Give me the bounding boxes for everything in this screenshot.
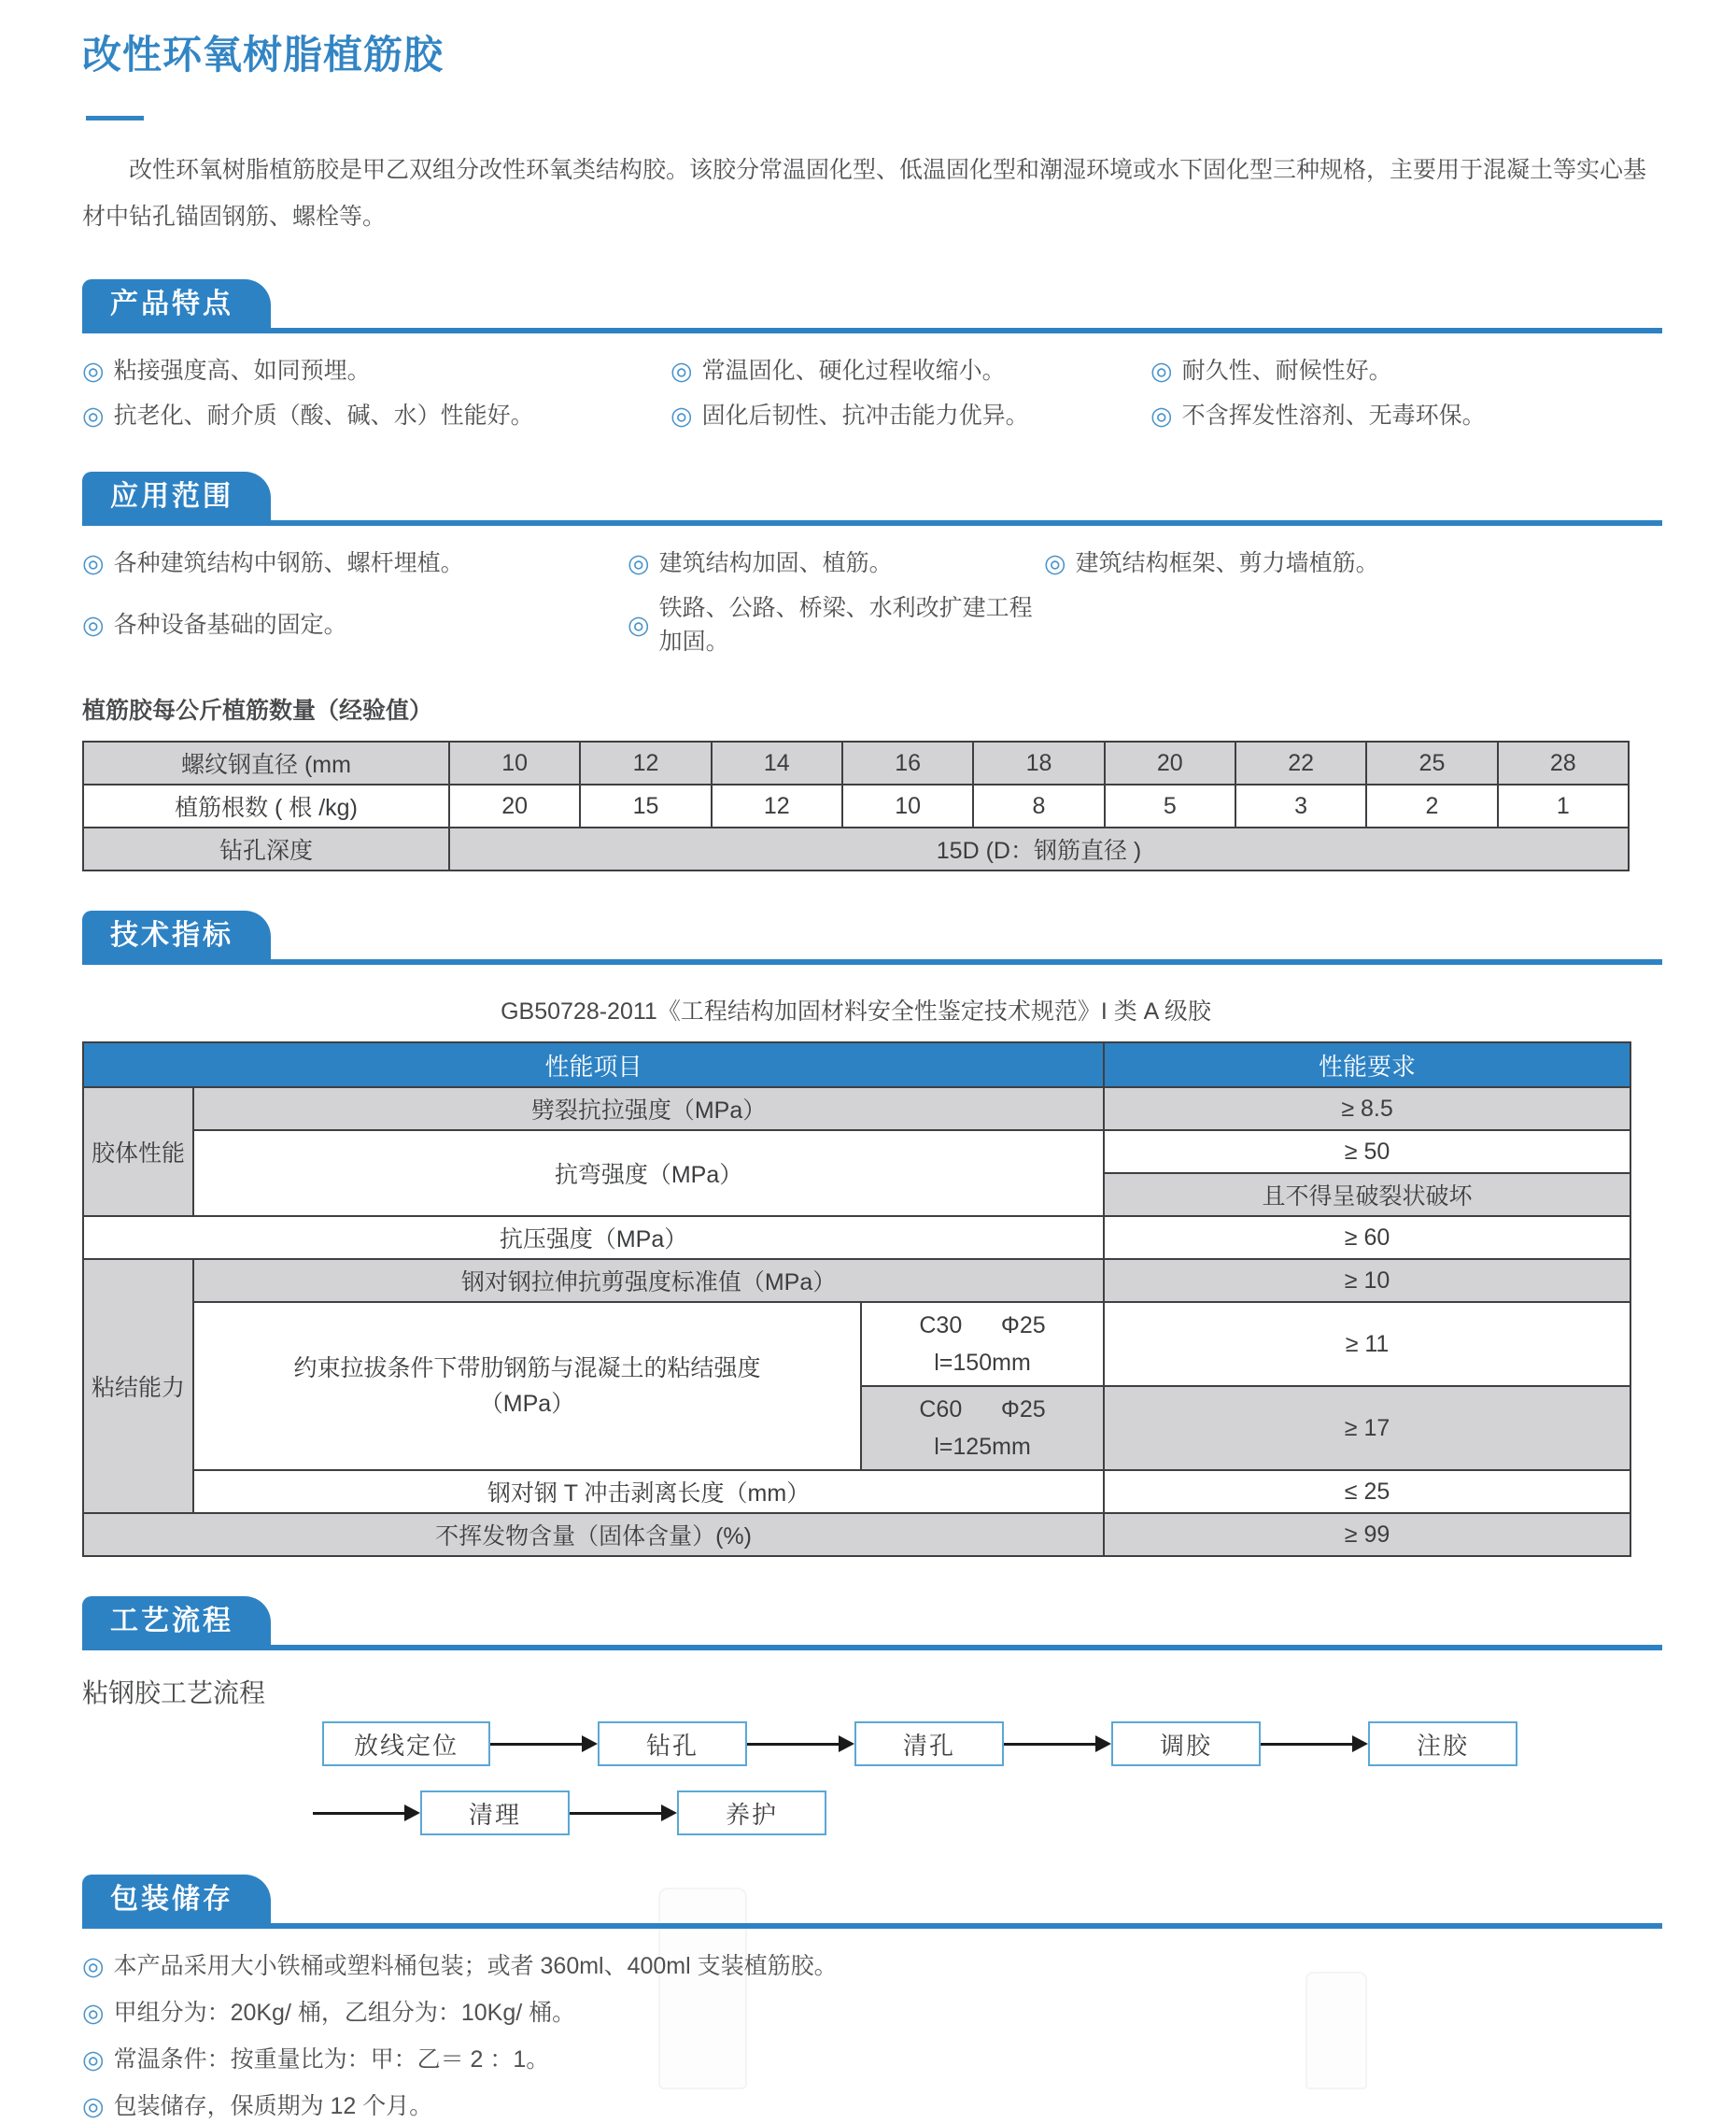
list-item <box>82 1949 1662 1983</box>
list-item <box>670 354 1150 388</box>
list-item <box>670 399 1150 432</box>
packaging-text: 甲组分为：20Kg/ 桶，乙组分为：10Kg/ 桶。 <box>113 2000 576 2026</box>
tech-spec-table <box>82 1041 1631 1557</box>
bullseye-bullet-icon: ◎ <box>628 549 650 577</box>
arrow-right-icon <box>747 1735 854 1752</box>
arrow-right-icon <box>313 1805 420 1821</box>
group-cell: 胶体性能 <box>83 1087 193 1216</box>
section-tab-applications: 应用范围 <box>82 472 271 520</box>
features-list <box>82 354 1662 432</box>
bullseye-bullet-icon: ◎ <box>82 357 105 385</box>
bullseye-bullet-icon: ◎ <box>1044 549 1066 577</box>
count-cell: 5 <box>1105 785 1235 828</box>
section-tab-packaging: 包装储存 <box>82 1875 271 1923</box>
group-cell: 粘结能力 <box>83 1259 193 1513</box>
page-title: 改性环氧树脂植筋胶 <box>82 33 445 77</box>
rebar-count-table <box>82 741 1630 871</box>
diameter-cell: 25 <box>1366 742 1497 785</box>
requirement-cell: ≤ 25 <box>1104 1470 1630 1513</box>
requirement-cell: ≥ 8.5 <box>1104 1087 1630 1130</box>
rebar-table-caption: 植筋胶每公斤植筋数量（经验值） <box>82 698 433 724</box>
count-cell: 2 <box>1366 785 1497 828</box>
property-cell <box>193 1302 861 1470</box>
feature-text: 常温固化、硬化过程收缩小。 <box>701 358 1006 384</box>
bullseye-bullet-icon: ◎ <box>628 611 650 639</box>
property-cell: 抗弯强度（MPa） <box>193 1130 1104 1216</box>
flow-step: 清孔 <box>854 1721 1004 1766</box>
property-cell: 劈裂抗拉强度（MPa） <box>193 1087 1104 1130</box>
flow-step: 钻孔 <box>598 1721 747 1766</box>
section-tab-features: 产品特点 <box>82 279 271 328</box>
bullseye-bullet-icon: ◎ <box>670 357 693 385</box>
requirement-cell: ≥ 60 <box>1104 1216 1630 1259</box>
property-cell: 钢对钢拉伸抗剪强度标准值（MPa） <box>193 1259 1104 1302</box>
bullseye-bullet-icon: ◎ <box>670 402 693 430</box>
feature-text: 粘接强度高、如同预埋。 <box>113 358 371 384</box>
application-text: 各种建筑结构中钢筋、螺杆埋植。 <box>113 550 464 576</box>
list-item <box>82 2089 1662 2123</box>
diameter-cell: 16 <box>842 742 973 785</box>
condition-cell <box>861 1302 1104 1386</box>
application-text: 各种设备基础的固定。 <box>113 612 347 638</box>
list-item <box>82 399 670 432</box>
count-cell: 10 <box>842 785 973 828</box>
feature-text: 耐久性、耐候性好。 <box>1181 358 1392 384</box>
diameter-cell: 14 <box>712 742 842 785</box>
diameter-cell: 10 <box>449 742 580 785</box>
intro-paragraph: 改性环氧树脂植筋胶是甲乙双组分改性环氧类结构胶。该胶分常温固化型、低温固化型和潮湿环境或水下固化型三种规格，主要用于混凝土等实心基材中钻孔锚固钢筋、螺栓等。 <box>82 157 1647 230</box>
bullseye-bullet-icon: ◎ <box>82 549 105 577</box>
bullseye-bullet-icon: ◎ <box>82 2092 105 2120</box>
diameter-cell: 20 <box>1105 742 1235 785</box>
packaging-text: 本产品采用大小铁桶或塑料桶包装；或者 360ml、400ml 支装植筋胶。 <box>113 1953 838 1979</box>
feature-text: 固化后韧性、抗冲击能力优异。 <box>701 403 1029 429</box>
diameter-cell: 28 <box>1498 742 1629 785</box>
property-label-line: （MPa） <box>479 1391 575 1417</box>
condition-cell <box>861 1386 1104 1470</box>
count-cell: 20 <box>449 785 580 828</box>
process-flow-row-2 <box>313 1790 1662 1835</box>
condition-line: C60 Φ25 <box>919 1396 1046 1422</box>
title-underline <box>86 116 144 120</box>
list-item <box>1150 399 1662 432</box>
diameter-cell: 18 <box>973 742 1104 785</box>
flow-step: 注胶 <box>1368 1721 1517 1766</box>
arrow-right-icon <box>490 1735 598 1752</box>
property-cell: 不挥发物含量（固体含量）(%) <box>83 1513 1104 1556</box>
bullseye-bullet-icon: ◎ <box>82 1952 105 1980</box>
bullseye-bullet-icon: ◎ <box>82 2045 105 2073</box>
list-item <box>82 591 628 658</box>
feature-text: 抗老化、耐介质（酸、碱、水）性能好。 <box>113 403 534 429</box>
list-item <box>82 546 628 580</box>
flow-step: 清理 <box>420 1790 570 1835</box>
packaging-text: 常温条件：按重量比为：甲：乙＝ 2 ：1。 <box>113 2046 550 2073</box>
flow-step: 养护 <box>677 1790 826 1835</box>
packaging-list <box>82 1949 1662 2123</box>
section-header-process <box>82 1596 1662 1650</box>
list-item <box>628 546 1044 580</box>
list-item <box>1150 354 1662 388</box>
property-cell: 钢对钢 T 冲击剥离长度（mm） <box>193 1470 1104 1513</box>
application-text: 建筑结构加固、植筋。 <box>658 550 893 576</box>
bullseye-bullet-icon: ◎ <box>1150 402 1173 430</box>
process-subtitle: 粘钢胶工艺流程 <box>82 1678 266 1707</box>
bullseye-bullet-icon: ◎ <box>82 611 105 639</box>
list-item <box>1044 546 1662 580</box>
applications-list <box>82 546 1662 658</box>
packaging-text: 包装储存，保质期为 12 个月。 <box>113 2093 433 2119</box>
count-cell: 1 <box>1498 785 1629 828</box>
row-header-cell: 螺纹钢直径 (mm <box>83 742 449 785</box>
flow-step: 放线定位 <box>322 1721 490 1766</box>
count-cell: 8 <box>973 785 1104 828</box>
list-item <box>82 1996 1662 2030</box>
column-header: 性能要求 <box>1104 1042 1630 1087</box>
section-header-tech <box>82 911 1662 965</box>
list-item <box>82 354 670 388</box>
property-label-line: 约束拉拔条件下带肋钢筋与混凝土的粘结强度 <box>293 1355 761 1381</box>
arrow-right-icon <box>1004 1735 1111 1752</box>
list-item <box>82 2043 1662 2076</box>
requirement-cell: ≥ 11 <box>1104 1302 1630 1386</box>
drill-depth-cell: 15D (D：钢筋直径 ) <box>449 828 1629 870</box>
section-header-applications <box>82 472 1662 526</box>
row-header-cell: 钻孔深度 <box>83 828 449 870</box>
standard-caption: GB50728-2011《工程结构加固材料安全性鉴定技术规范》I 类 A 级胶 <box>501 998 1211 1025</box>
feature-text: 不含挥发性溶剂、无毒环保。 <box>1181 403 1486 429</box>
condition-line: l=150mm <box>934 1350 1031 1376</box>
application-text: 建筑结构框架、剪力墙植筋。 <box>1075 550 1379 576</box>
document-page <box>0 24 1736 2123</box>
count-cell: 15 <box>580 785 711 828</box>
requirement-cell: ≥ 99 <box>1104 1513 1630 1556</box>
requirement-cell: ≥ 50 <box>1104 1130 1630 1173</box>
section-tab-tech: 技术指标 <box>82 911 271 959</box>
section-header-packaging <box>82 1875 1662 1929</box>
arrow-right-icon <box>570 1805 677 1821</box>
count-cell: 12 <box>712 785 842 828</box>
flow-step: 调胶 <box>1111 1721 1261 1766</box>
section-tab-process: 工艺流程 <box>82 1596 271 1645</box>
application-text: 铁路、公路、桥梁、水利改扩建工程加固。 <box>658 595 1033 655</box>
condition-line: l=125mm <box>934 1434 1031 1460</box>
column-header: 性能项目 <box>83 1042 1104 1087</box>
row-header-cell: 植筋根数 ( 根 /kg) <box>83 785 449 828</box>
property-cell: 抗压强度（MPa） <box>83 1216 1104 1259</box>
condition-line: C30 Φ25 <box>919 1312 1046 1338</box>
diameter-cell: 12 <box>580 742 711 785</box>
requirement-cell: 且不得呈破裂状破坏 <box>1104 1173 1630 1216</box>
process-flow-row-1 <box>322 1721 1662 1766</box>
count-cell: 3 <box>1235 785 1366 828</box>
section-header-features <box>82 279 1662 333</box>
requirement-cell: ≥ 10 <box>1104 1259 1630 1302</box>
bullseye-bullet-icon: ◎ <box>82 402 105 430</box>
bullseye-bullet-icon: ◎ <box>82 1999 105 2027</box>
list-item <box>628 591 1044 658</box>
requirement-cell: ≥ 17 <box>1104 1386 1630 1470</box>
bullseye-bullet-icon: ◎ <box>1150 357 1173 385</box>
diameter-cell: 22 <box>1235 742 1366 785</box>
arrow-right-icon <box>1261 1735 1368 1752</box>
